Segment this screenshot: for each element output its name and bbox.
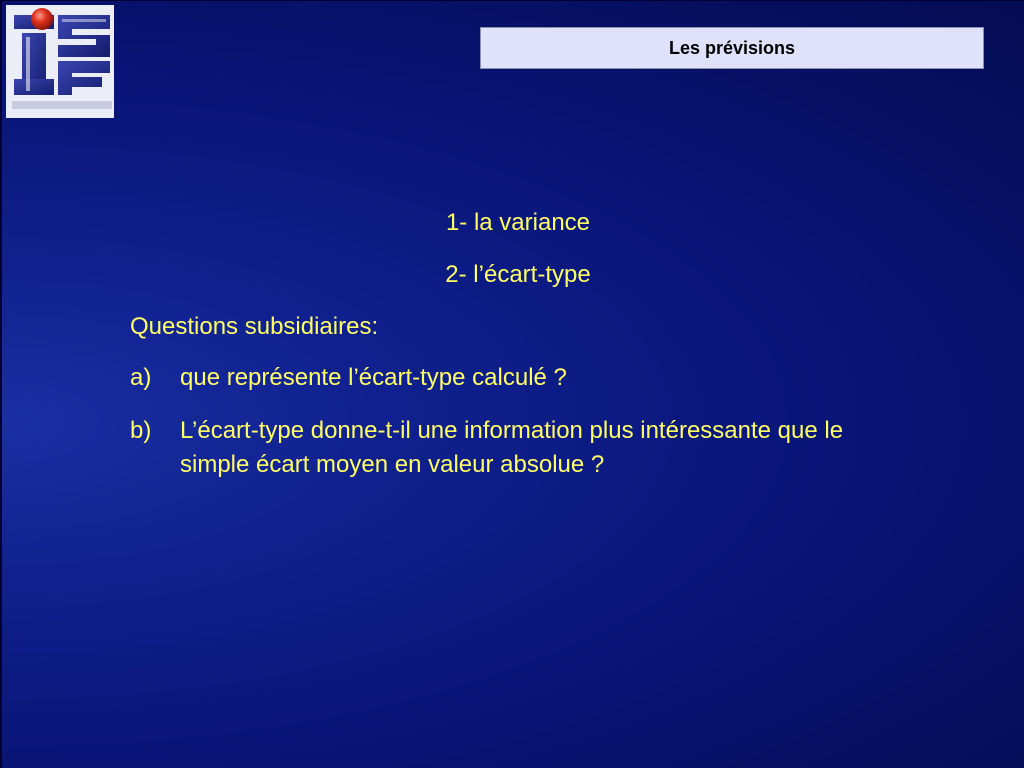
item-variance: 1- la variance (445, 209, 591, 236)
question-a-marker: a) (130, 364, 152, 391)
questions-heading: Questions subsidiaires: (130, 313, 379, 340)
question-a-text: que représente l’écart-type calculé ? (180, 364, 567, 391)
title-box (480, 27, 984, 69)
isif-logo (6, 5, 114, 118)
question-b-text: L’écart-type donne-t-il une information plus intéressante que le simple écart moyen en valeur absolue ? (180, 417, 844, 478)
item-ecart-type: 2- l’écart-type (445, 261, 591, 288)
isif-logo-graphic (6, 5, 114, 118)
question-b-marker: b) (130, 417, 152, 444)
question-a (130, 364, 900, 392)
slide-title: Les prévisions (668, 37, 796, 58)
question-b (130, 414, 900, 482)
